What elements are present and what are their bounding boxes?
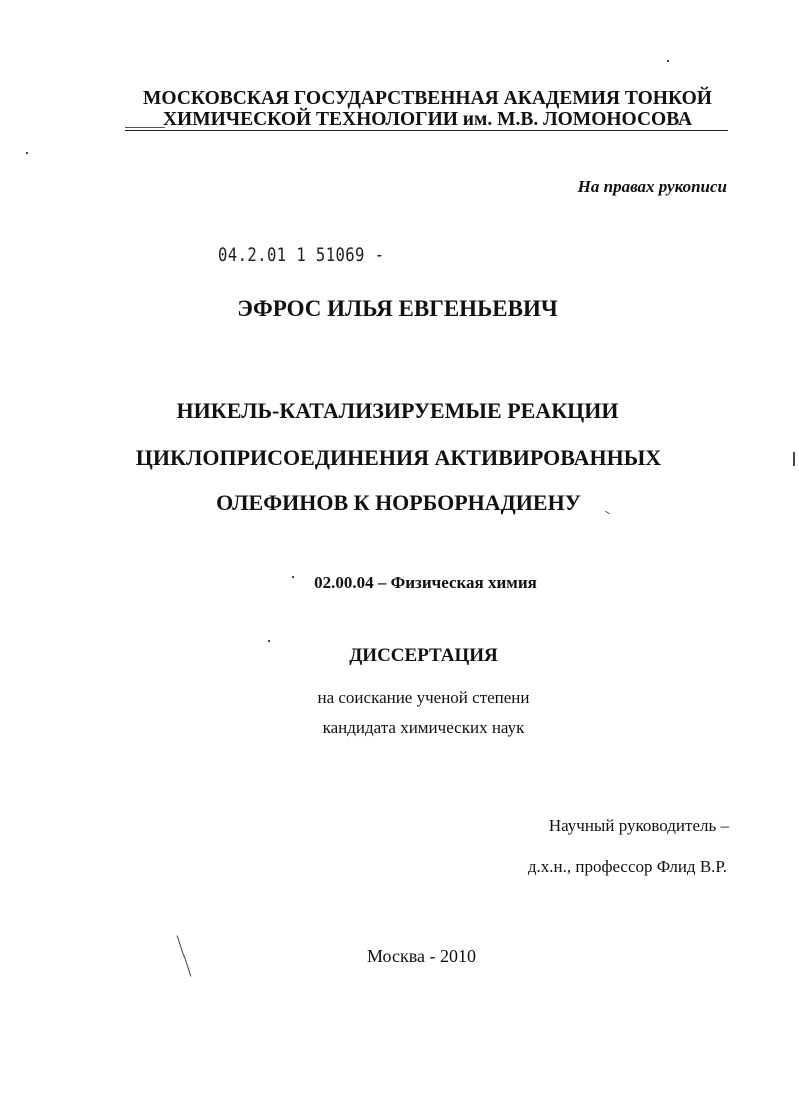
document-type: ДИССЕРТАЦИЯ bbox=[349, 645, 498, 666]
scan-mark bbox=[268, 640, 270, 642]
scan-mark bbox=[26, 152, 28, 154]
manuscript-rights-note: На правах рукописи bbox=[577, 177, 727, 196]
institution-name-line-1: МОСКОВСКАЯ ГОСУДАРСТВЕННАЯ АКАДЕМИЯ ТОНКОЙ bbox=[143, 88, 712, 109]
supervisor-name: д.х.н., профессор Флид В.Р. bbox=[527, 857, 727, 876]
thesis-title-line-3: ОЛЕФИНОВ К НОРБОРНАДИЕНУ bbox=[216, 490, 581, 515]
scan-mark bbox=[793, 452, 795, 466]
institution-name-line-2: ХИМИЧЕСКОЙ ТЕХНОЛОГИИ им. М.В. ЛОМОНОСОВА bbox=[162, 109, 693, 130]
supervisor-label: Научный руководитель – bbox=[548, 816, 729, 835]
author-name: ЭФРОС ИЛЬЯ ЕВГЕНЬЕВИЧ bbox=[237, 296, 558, 321]
degree-line-2: кандидата химических наук bbox=[322, 718, 525, 737]
thesis-title-line-2: ЦИКЛОПРИСОЕДИНЕНИЯ АКТИВИРОВАННЫХ bbox=[135, 445, 662, 470]
header-rule-short bbox=[125, 127, 165, 128]
library-stamp-number: 04.2.01 1 51069 - bbox=[218, 244, 385, 266]
specialty-code: 02.00.04 – Физическая химия bbox=[314, 573, 537, 592]
scan-mark bbox=[292, 576, 294, 578]
header-rule bbox=[125, 130, 728, 131]
thesis-title-line-1: НИКЕЛЬ-КАТАЛИЗИРУЕМЫЕ РЕАКЦИИ bbox=[176, 398, 619, 423]
degree-line-1: на соискание ученой степени bbox=[317, 688, 530, 707]
city-year: Москва - 2010 bbox=[367, 946, 476, 966]
scan-mark bbox=[667, 60, 669, 62]
